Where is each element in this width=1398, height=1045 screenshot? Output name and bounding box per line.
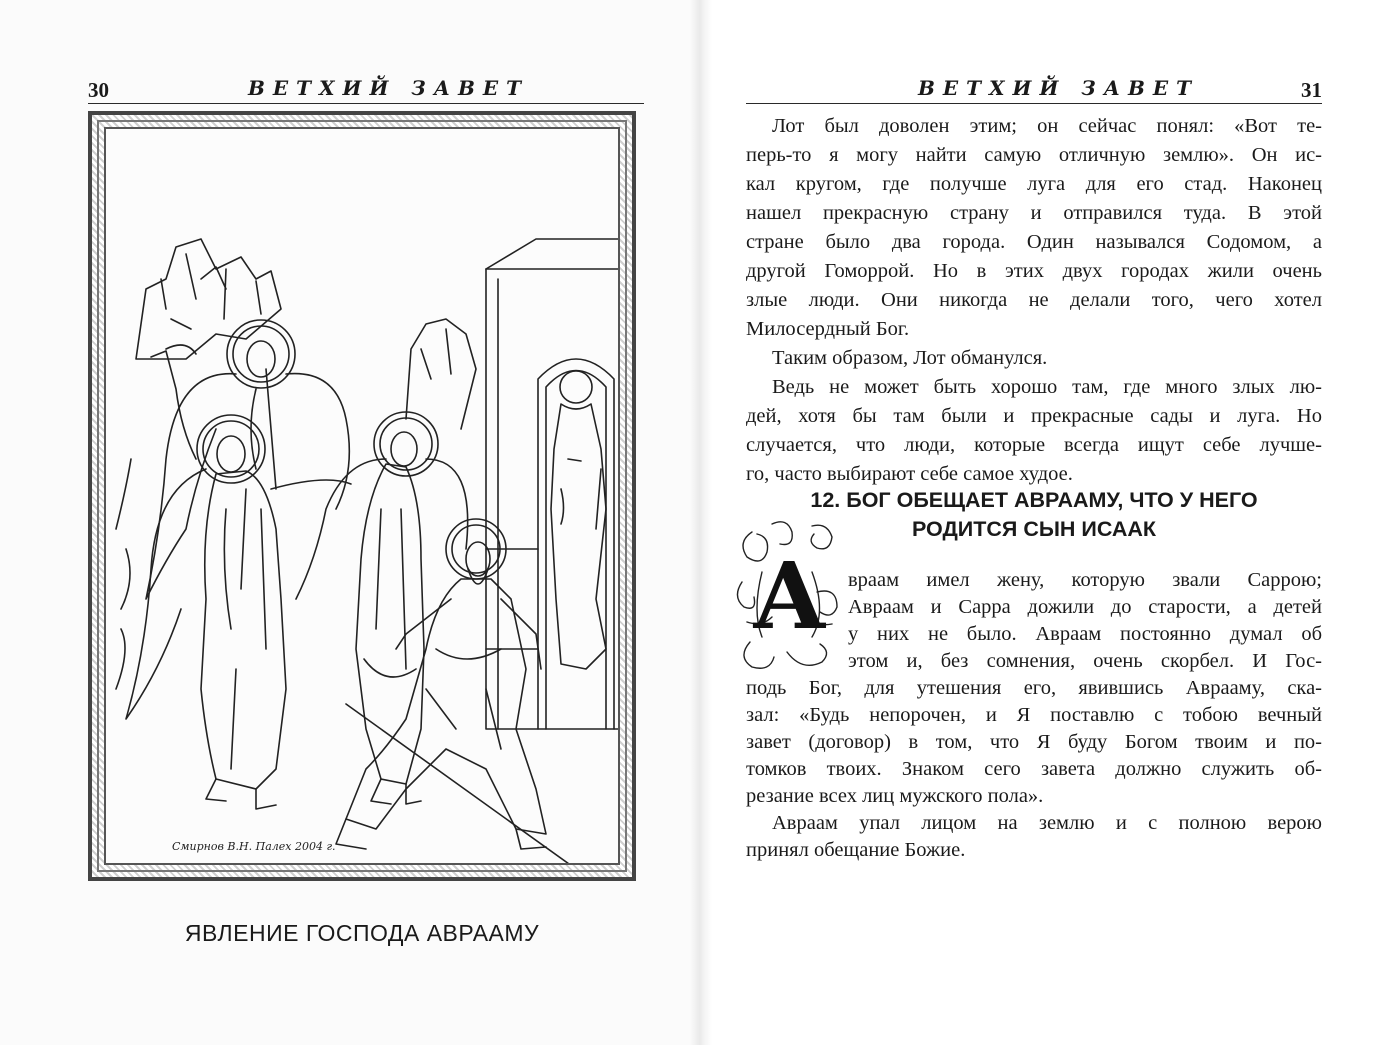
text-line: другой Гоморрой. Но в этих двух городах жили очень xyxy=(746,260,1322,282)
right-header-title: ВЕТХИЙ ЗАВЕТ xyxy=(918,76,1200,100)
text-line: перь-то я могу найти самую отличную землю». Он ис- xyxy=(746,144,1322,166)
text-line: Лот был доволен этим; он сейчас понял: «Вот те- xyxy=(772,115,1322,137)
text-line: Авраам упал лицом на землю и с полною верою xyxy=(772,812,1322,834)
illustration xyxy=(104,127,620,865)
text-line: резание всех лиц мужского пола». xyxy=(746,785,1044,807)
text-line: завет (договор) в том, что Я буду Богом твоим и по- xyxy=(746,731,1322,753)
text-line: злые люди. Они никогда не делали того, чего хотел xyxy=(746,289,1322,311)
right-running-header xyxy=(746,74,1322,104)
paragraph-lot-deceived: Таким образом, Лот обманулся. xyxy=(772,347,1048,369)
illustration-caption: ЯВЛЕНИЕ ГОСПОДА АВРААМУ xyxy=(184,920,540,946)
text-line: случается, что люди, которые всегда ищут себе лучше- xyxy=(746,434,1322,456)
ornamental-drop-cap xyxy=(732,512,842,680)
section-heading-line: 12. БОГ ОБЕЩАЕТ АВРААМУ, ЧТО У НЕГО xyxy=(810,488,1258,512)
book-spine xyxy=(690,0,712,1045)
drop-cap-letter: А xyxy=(752,542,827,650)
paragraph-abraham-cap-lines xyxy=(848,567,1322,675)
text-line: Авраам и Сарра дожили до старости, а детей xyxy=(848,596,1322,618)
text-line: Ведь не может быть хорошо там, где много злых лю- xyxy=(772,376,1322,398)
illustration-frame xyxy=(88,111,636,881)
text-line: стране было два города. Один назывался Содомом, а xyxy=(746,231,1322,253)
text-line: враам имел жену, которую звали Саррою; xyxy=(848,569,1322,591)
paragraph-lot-content xyxy=(746,112,1322,489)
text-line: зал: «Будь непорочен, и Я поставлю с тобою вечный xyxy=(746,704,1322,726)
text-line: у них не было. Авраам постоянно думал об xyxy=(848,623,1322,645)
left-running-header xyxy=(88,74,644,104)
text-line: нашел прекрасную страну и отправился туда. В этой xyxy=(746,202,1322,224)
text-line: го, часто выбирают себе самое худое. xyxy=(746,463,1073,485)
left-page-number: 30 xyxy=(88,78,109,102)
text-line: Милосердный Бог. xyxy=(746,318,910,340)
right-page-number: 31 xyxy=(1301,78,1322,102)
text-line: этом и, без сомнения, очень скорбел. И Гос- xyxy=(848,650,1322,672)
right-header-rule xyxy=(746,103,1322,105)
text-line: кал кругом, где получше луга для его стад. Наконец xyxy=(746,173,1322,195)
artist-signature: Смирнов В.Н. Палех 2004 г. xyxy=(172,840,336,853)
icon-illustration-angels-abraham xyxy=(106,129,620,865)
left-header-title: ВЕТХИЙ ЗАВЕТ xyxy=(248,76,530,100)
text-line: подь Бог, для утешения его, явившись Аврааму, ска- xyxy=(746,677,1322,699)
section-heading-line: РОДИТСЯ СЫН ИСААК xyxy=(911,517,1157,541)
text-line: дей, хотя бы там были и прекрасные сады и луга. Но xyxy=(746,405,1322,427)
paragraph-abraham-full-lines xyxy=(746,675,1322,864)
left-header-rule xyxy=(88,103,644,105)
text-line: томков твоих. Знаком сего завета должно служить об- xyxy=(746,758,1322,780)
text-line: принял обещание Божие. xyxy=(746,839,966,861)
